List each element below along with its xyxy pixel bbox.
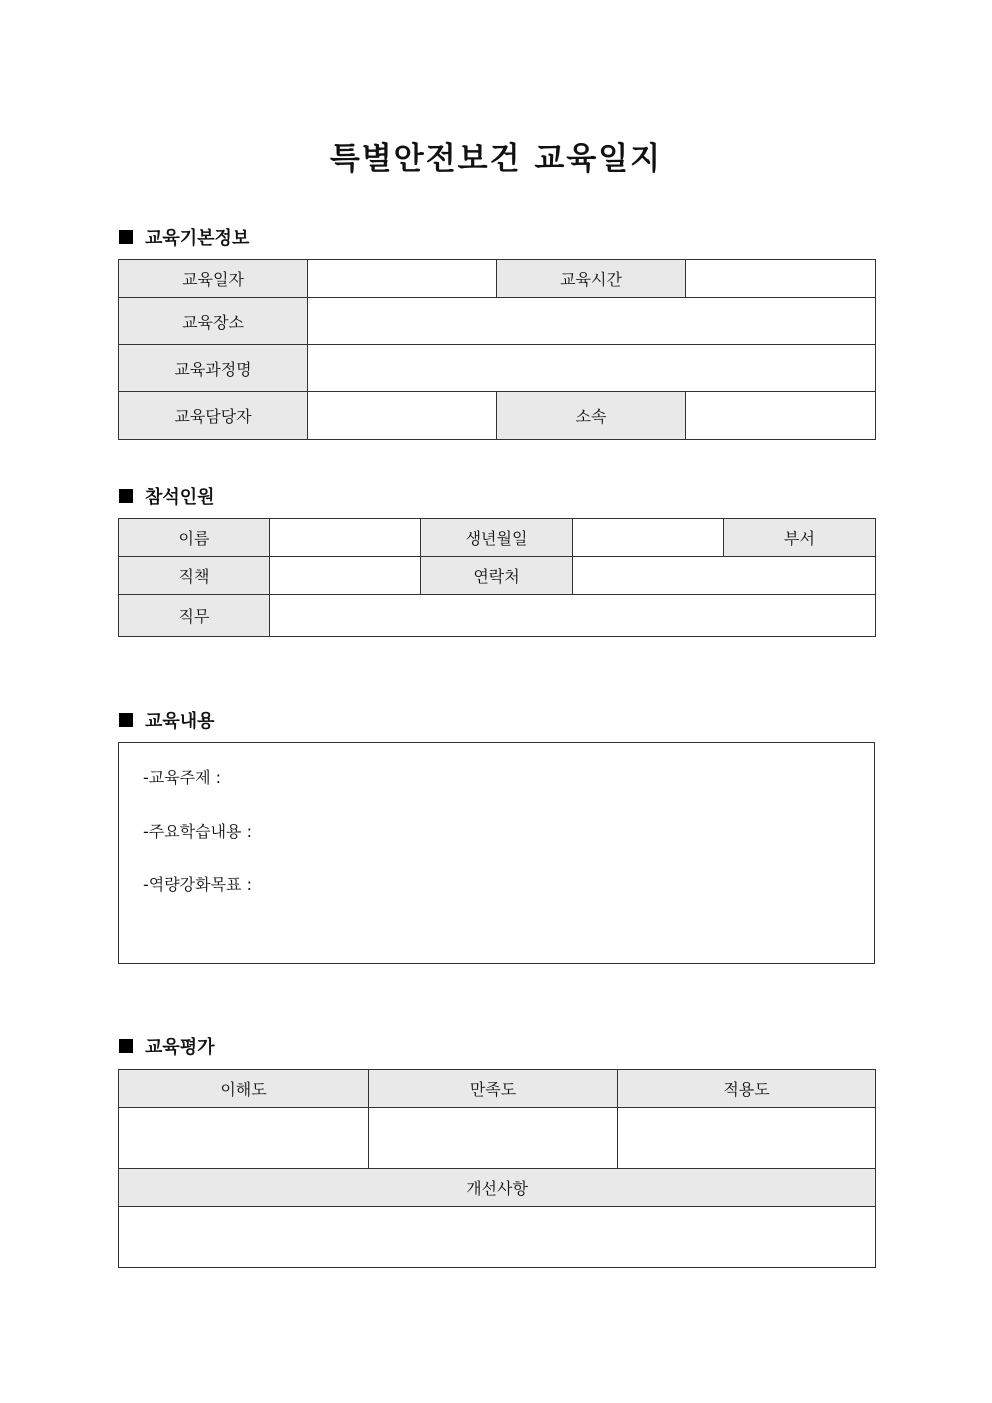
section-heading-attendees xyxy=(119,483,215,509)
label-applicability: 적용도 xyxy=(618,1070,876,1108)
label-affiliation: 소속 xyxy=(497,392,686,440)
section-heading-label: 교육기본정보 xyxy=(145,228,250,249)
label-duty: 직무 xyxy=(119,595,270,637)
field-birthdate[interactable] xyxy=(573,519,724,557)
section-heading-label: 교육평가 xyxy=(145,1037,215,1058)
content-competency-goal-line: -역량강화목표 : xyxy=(143,875,252,894)
label-place: 교육장소 xyxy=(119,298,308,345)
content-box[interactable] xyxy=(118,742,875,964)
field-satisfaction[interactable] xyxy=(369,1108,618,1169)
label-name: 이름 xyxy=(119,519,270,557)
section-heading-basic-info xyxy=(119,224,249,250)
label-position: 직책 xyxy=(119,557,270,595)
field-date[interactable] xyxy=(308,260,497,298)
label-department: 부서 xyxy=(724,519,876,557)
content-main-learning-line: -주요학습내용 : xyxy=(143,822,252,841)
label-improvements: 개선사항 xyxy=(119,1169,876,1207)
square-bullet-icon xyxy=(119,230,133,244)
label-birthdate: 생년월일 xyxy=(421,519,573,557)
section-heading-label: 교육내용 xyxy=(145,711,215,732)
attendees-table xyxy=(118,518,876,637)
square-bullet-icon xyxy=(119,1039,133,1053)
basic-info-table xyxy=(118,259,876,440)
section-heading-content xyxy=(119,707,215,733)
field-improvements[interactable] xyxy=(119,1207,876,1268)
field-duty[interactable] xyxy=(270,595,876,637)
field-applicability[interactable] xyxy=(618,1108,876,1169)
field-course[interactable] xyxy=(308,345,876,392)
field-affiliation[interactable] xyxy=(686,392,876,440)
label-course: 교육과정명 xyxy=(119,345,308,392)
square-bullet-icon xyxy=(119,489,133,503)
field-name[interactable] xyxy=(270,519,421,557)
label-contact: 연락처 xyxy=(421,557,573,595)
field-manager[interactable] xyxy=(308,392,497,440)
field-understanding[interactable] xyxy=(119,1108,369,1169)
label-date: 교육일자 xyxy=(119,260,308,298)
section-heading-label: 참석인원 xyxy=(145,487,215,508)
field-position[interactable] xyxy=(270,557,421,595)
content-topic-line: -교육주제 : xyxy=(143,768,222,787)
evaluation-table xyxy=(118,1069,876,1268)
section-heading-evaluation xyxy=(119,1033,215,1059)
square-bullet-icon xyxy=(119,713,133,727)
label-time: 교육시간 xyxy=(497,260,686,298)
document-title: 특별안전보건 교육일지 xyxy=(329,141,663,177)
field-place[interactable] xyxy=(308,298,876,345)
field-contact[interactable] xyxy=(573,557,876,595)
label-manager: 교육담당자 xyxy=(119,392,308,440)
label-satisfaction: 만족도 xyxy=(369,1070,618,1108)
field-time[interactable] xyxy=(686,260,876,298)
label-understanding: 이해도 xyxy=(119,1070,369,1108)
